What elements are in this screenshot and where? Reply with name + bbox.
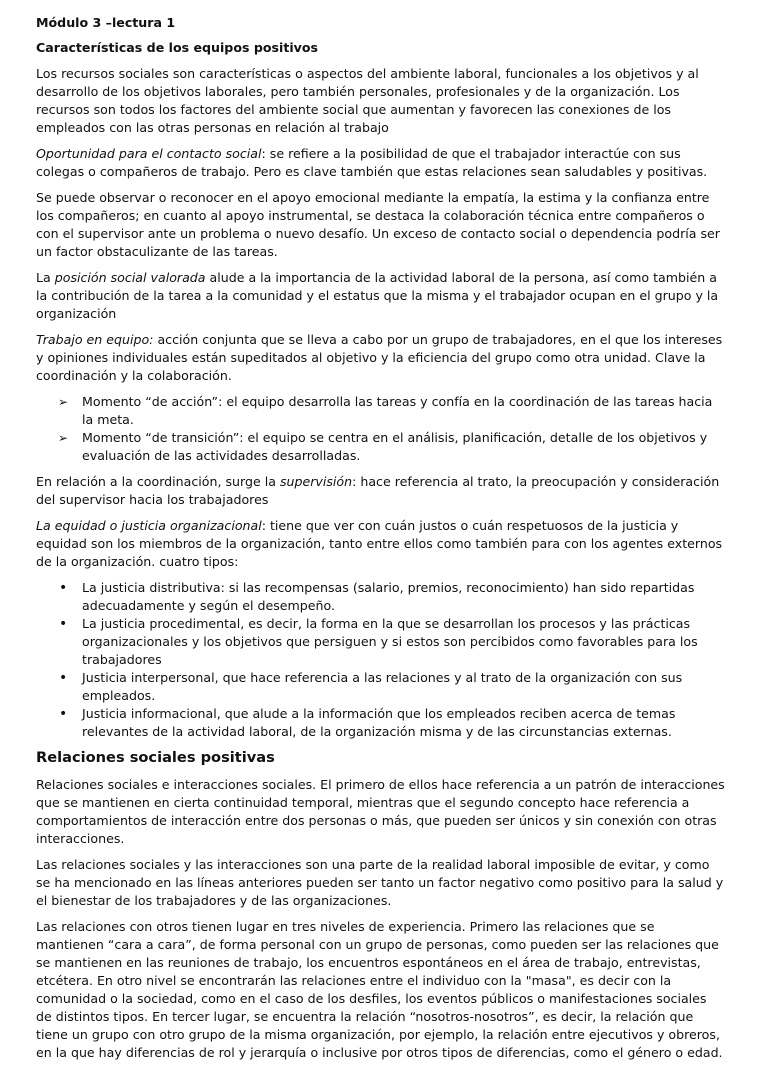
term-equity: La equidad o justicia organizacional (36, 518, 262, 533)
term-supervision: supervisión (279, 474, 353, 489)
list-item-justice-procedural (36, 615, 726, 669)
paragraph-teamwork (36, 331, 726, 385)
paragraph-supervision (36, 473, 726, 509)
text-position-pre: La (36, 270, 55, 285)
moment-transition-text: Momento “de transición”: el equipo se centra en el análisis, planificación, detalle de los objetivos y evaluación de las actividades desarrolladas. (82, 430, 708, 463)
list-item-justice-interpersonal (36, 669, 726, 705)
paragraph-support: Se puede observar o reconocer en el apoyo emocional mediante la empatía, la estima y la confianza entre los compañeros; en cuanto al apoyo instrumental, se destaca la colaboración técnica entre compañeros o con el supervisor ante un problema o nuevo desafío. Un exceso de contacto social o dependencia podría ser un factor obstaculizante de las tareas. (36, 190, 720, 259)
paragraph-social-contact (36, 145, 726, 181)
text-valued-position: alude a la importancia de la actividad laboral de la persona, así como también a la contribución de la tarea a la comunidad y el estatus que la misma y el trabajador ocupan en el grupo y la organización (36, 270, 719, 321)
document-page (36, 14, 726, 1070)
section-title-positive-teams: Características de los equipos positivos (36, 40, 319, 55)
paragraph-relations-levels: Las relaciones con otros tienen lugar en tres niveles de experiencia. Primero las relaciones que se mantienen “cara a cara”, de forma personal con un grupo de personas, como pueden ser las relaciones que se mantienen en las reuniones de trabajo, los encuentros espontáneos en el área de trabajo, entrevistas, etcétera. En otro nivel se encontrarán las relaciones entre el individuo con la "masa", es decir con la comunidad o la sociedad, como en el caso de los desfiles, los eventos públicos o manifestaciones sociales de distintos tipos. En tercer lugar, se encuentra la relación “nosotros-nosotros”, es decir, la relación que tiene un grupo con otro grupo de la misma organización, por ejemplo, la relación entre ejecutivos y obreros, en la que hay diferencias de rol y jerarquía o inclusive por otros tipos de diferencias, como el género o edad. (36, 919, 723, 1060)
paragraph-relations-definition: Relaciones sociales e interacciones sociales. El primero de ellos hace referencia a un patrón de interacciones que se mantienen en cierta continuidad temporal, mientras que el segundo concepto hace referencia a comportamientos de interacción entre dos personas o más, que pueden ser únicos y sin conexión con otras interacciones. (36, 777, 725, 846)
term-valued-position: posición social valorada (54, 270, 206, 285)
term-social-contact: Oportunidad para el contacto social (36, 146, 262, 161)
paragraph-valued-position (36, 269, 726, 323)
list-item-moment-action (36, 393, 726, 429)
justice-informational-text: Justicia informacional, que alude a la información que los empleados reciben acerca de temas relevantes de la actividad laboral, de la organización misma y de las circunstancias externas. (82, 706, 676, 739)
moment-action-text: Momento “de acción”: el equipo desarrolla las tareas y confía en la coordinación de las tareas hacia la meta. (82, 394, 713, 427)
bullet-dot-icon: • (59, 670, 68, 686)
section-title-positive-relations: Relaciones sociales positivas (36, 749, 275, 766)
arrow-bullet-icon: ➢ (58, 395, 69, 409)
paragraph-social-resources: Los recursos sociales son características o aspectos del ambiente laboral, funcionales a los objetivos y al desarrollo de los objetivos laborales, pero también personales, profesionales y de la organización. Los recursos son todos los factores del ambiente social que aumentan y favorecen las conexiones de los empleados con las otras personas en relación al trabajo (36, 66, 699, 135)
text-teamwork: acción conjunta que se lleva a cabo por un grupo de trabajadores, en el que los intereses y opiniones individuales están supeditados al objetivo y la eficiencia del grupo como otra unidad. Clave la coordinación y la colaboración. (36, 332, 723, 383)
list-item-justice-informational (36, 705, 726, 741)
text-supervision: : hace referencia al trato, la preocupación y consideración del supervisor hacia los trabajadores (36, 474, 720, 507)
list-item-justice-distributive (36, 579, 726, 615)
bullet-dot-icon: • (59, 616, 68, 632)
bullet-dot-icon: • (59, 580, 68, 596)
module-title: Módulo 3 –lectura 1 (36, 15, 176, 30)
justice-distributive-text: La justicia distributiva: si las recompensas (salario, premios, reconocimiento) han sido repartidas adecuadamente y según el desempeño. (82, 580, 695, 613)
list-item-moment-transition (36, 429, 726, 465)
text-supervision-pre: En relación a la coordinación, surge la (36, 474, 280, 489)
arrow-bullet-icon: ➢ (58, 431, 69, 445)
term-teamwork: Trabajo en equipo: (36, 332, 154, 347)
text-social-contact: : se refiere a la posibilidad de que el trabajador interactúe con sus colegas o compañeros de trabajo. Pero es clave también que estas relaciones sean saludables y positivas. (36, 146, 708, 179)
bullet-dot-icon: • (59, 706, 68, 722)
justice-procedural-text: La justicia procedimental, es decir, la forma en la que se desarrollan los procesos y las prácticas organizacionales y los objetivos que persiguen y si estos son percibidos como favorables para los trabajadores (82, 616, 698, 667)
justice-types-list (36, 579, 726, 741)
paragraph-relations-reality: Las relaciones sociales y las interacciones son una parte de la realidad laboral imposible de evitar, y como se ha mencionado en las líneas anteriores pueden ser tanto un factor negativo como positivo para la salud y el bienestar de los trabajadores y de las organizaciones. (36, 857, 724, 908)
paragraph-equity (36, 517, 726, 571)
justice-interpersonal-text: Justicia interpersonal, que hace referencia a las relaciones y al trato de la organización con sus empleados. (82, 670, 683, 703)
text-equity: : tiene que ver con cuán justos o cuán respetuosos de la justicia y equidad son los miembros de la organización, tanto entre ellos como también para con los agentes externos de la organización. cuatro tipos: (36, 518, 723, 569)
moments-list (36, 393, 726, 465)
